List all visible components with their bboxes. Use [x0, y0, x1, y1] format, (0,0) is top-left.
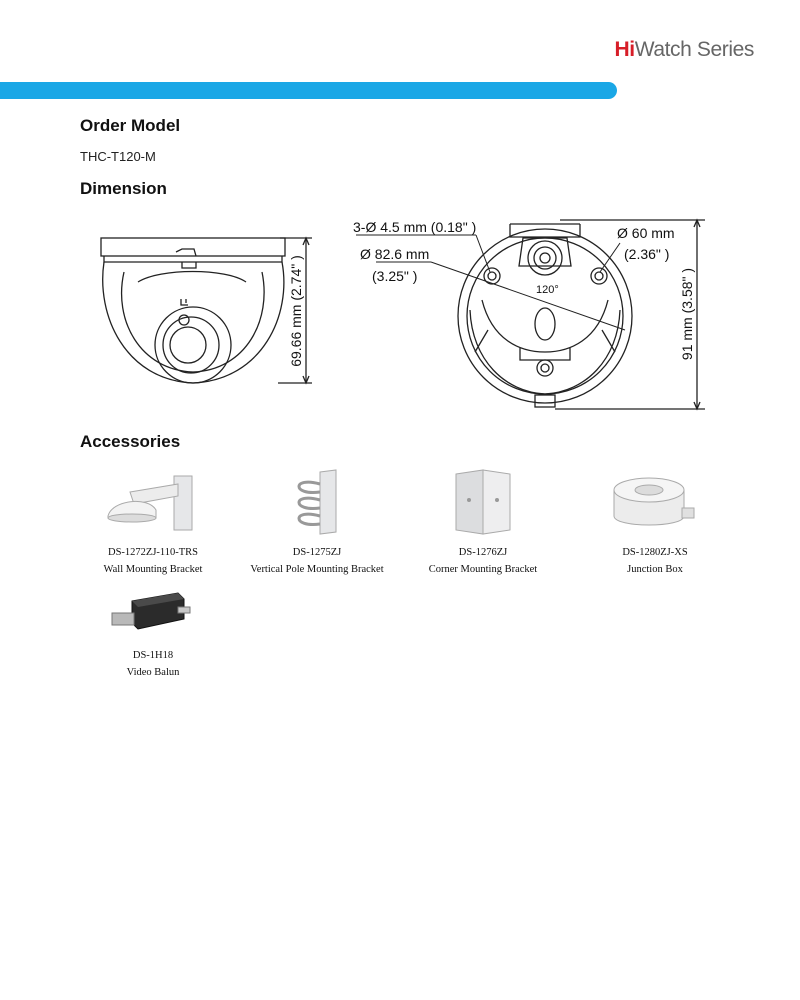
accessory-name: Video Balun: [126, 667, 180, 678]
accessory-item: [53, 585, 253, 681]
brand-hi: Hi: [614, 38, 635, 61]
accessory-name: Junction Box: [627, 564, 683, 575]
hole-angle-label: 120°: [536, 284, 559, 296]
accessory-item: [555, 466, 755, 578]
brand-logo: [614, 38, 754, 62]
header-accent-bar: [0, 82, 617, 99]
total-height-label: 91 mm (3.58" ): [679, 267, 695, 361]
brand-watch: Watch: [634, 38, 692, 61]
hole-circle-inch-label: (2.36" ): [624, 246, 670, 262]
brand-series: Series: [691, 38, 754, 61]
hole-circle-label: Ø 60 mm: [617, 225, 675, 241]
accessory-model: DS-1H18: [132, 650, 174, 661]
order-model-value: THC-T120-M: [80, 149, 156, 164]
accessory-name: Corner Mounting Bracket: [428, 564, 538, 575]
mount-hole-label: 3-Ø 4.5 mm (0.18" ): [353, 219, 477, 235]
accessory-item: [383, 466, 583, 578]
accessories-heading: Accessories: [80, 432, 181, 451]
accessory-model: DS-1276ZJ: [458, 547, 508, 558]
camera-side-view: [101, 238, 312, 383]
pole-bracket-icon: [262, 466, 372, 538]
base-diameter-label: Ø 82.6 mm: [360, 246, 430, 262]
junction-box-icon: [600, 466, 710, 538]
accessory-model: DS-1275ZJ: [292, 547, 342, 558]
accessory-model: DS-1272ZJ-110-TRS: [107, 547, 199, 558]
order-model-heading: Order Model: [80, 116, 181, 135]
corner-bracket-icon: [428, 466, 538, 538]
base-diameter-inch-label: (3.25" ): [372, 268, 418, 284]
camera-height-label: 69.66 mm (2.74" ): [288, 255, 304, 367]
dimension-drawing: [0, 205, 800, 420]
accessory-name: Vertical Pole Mounting Bracket: [250, 564, 384, 575]
dimension-heading: Dimension: [80, 179, 167, 198]
wall-bracket-icon: [98, 466, 208, 538]
accessory-name: Wall Mounting Bracket: [103, 564, 203, 575]
accessory-model: DS-1280ZJ-XS: [622, 547, 688, 558]
video-balun-icon: [98, 585, 208, 641]
